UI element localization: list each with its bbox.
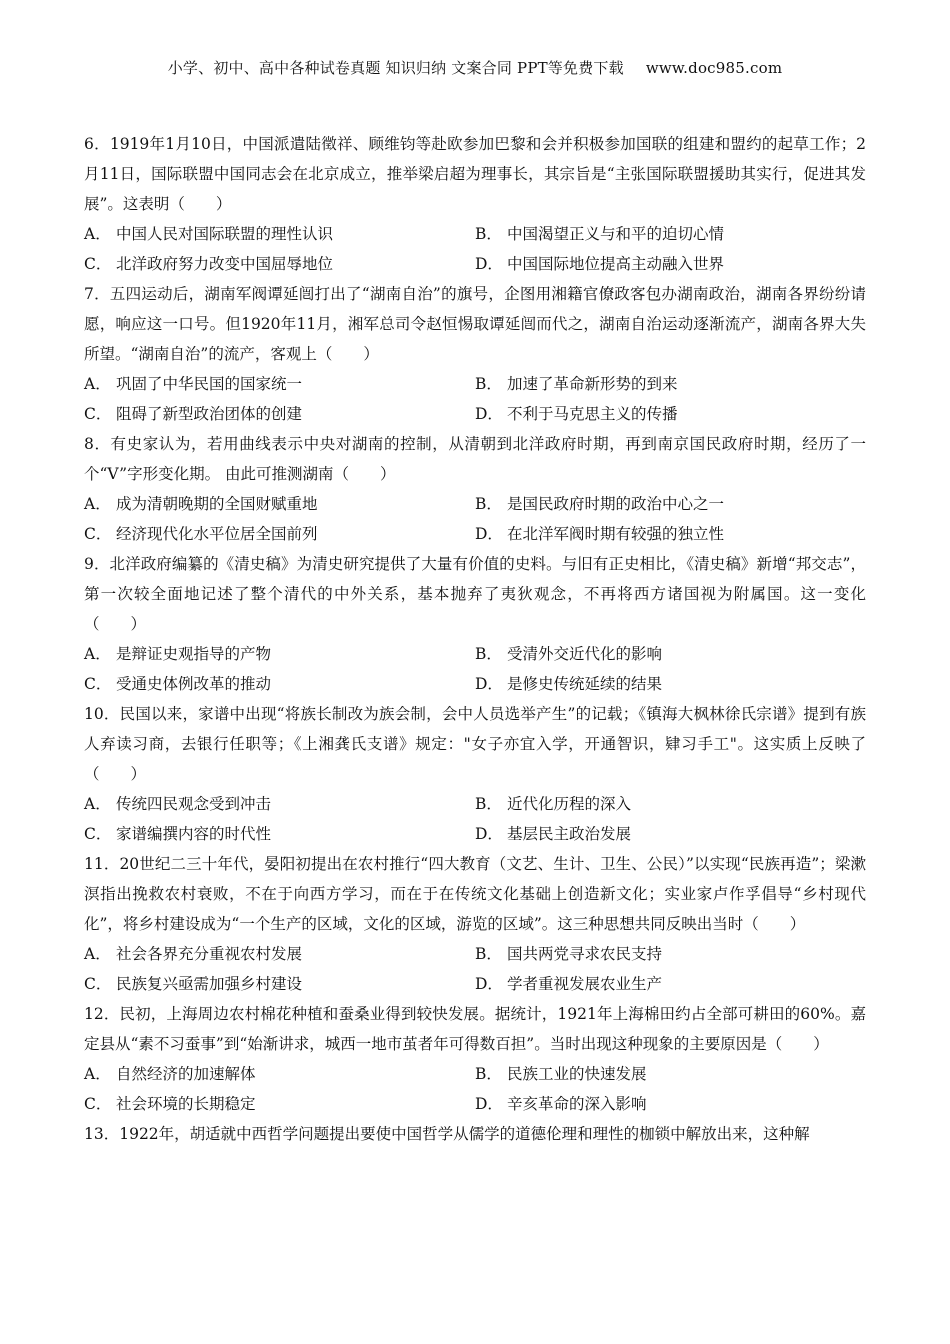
option-text: 社会各界充分重视农村发展 — [116, 945, 303, 963]
answer-option — [84, 1089, 475, 1119]
answer-option — [475, 219, 866, 249]
option-letter: D． — [475, 405, 503, 423]
answer-option — [84, 969, 475, 999]
question-block — [84, 279, 866, 429]
answer-options — [84, 1059, 866, 1119]
question-stem: 12．民初，上海周边农村棉花种植和蚕桑业得到较快发展。据统计，1921年上海棉田约占全部可耕田的60%。嘉定县从“素不习蚕事”到“始渐讲求，城西一地市茧者年可得数百担”。当时出现这种现象的主要原因是（ ） — [84, 1005, 866, 1053]
header-text: 小学、初中、高中各种试卷真题 知识归纳 文案合同 PPT等免费下载 — [167, 59, 624, 77]
option-text: 基层民主政治发展 — [507, 825, 632, 843]
option-text: 家谱编撰内容的时代性 — [116, 825, 272, 843]
option-letter: B． — [475, 795, 502, 813]
answer-option — [475, 369, 866, 399]
option-letter: C． — [84, 975, 112, 993]
question-block — [84, 429, 866, 549]
option-text: 传统四民观念受到冲击 — [116, 795, 272, 813]
option-letter: D． — [475, 675, 503, 693]
question-stem: 11．20世纪二三十年代，晏阳初提出在农村推行“四大教育（文艺、生计、卫生、公民）”以实现“民族再造”；梁漱溟指出挽救农村衰败，不在于向西方学习，而在于在传统文化基础上创造新文化；实业家卢作孚倡导“乡村现代化”，将乡村建设成为“一个生产的区域，文化的区域，游览的区域”。这三种思想共同反映出当时（ ） — [84, 855, 866, 933]
answer-option — [475, 489, 866, 519]
answer-options — [84, 789, 866, 849]
option-letter: C． — [84, 675, 112, 693]
header-url: www.doc985.com — [645, 59, 783, 77]
answer-option — [84, 489, 475, 519]
answer-option — [84, 219, 475, 249]
option-text: 国共两党寻求农民支持 — [507, 945, 663, 963]
option-letter: B． — [475, 375, 502, 393]
option-letter: C． — [84, 525, 112, 543]
page-header — [0, 57, 950, 78]
answer-option — [84, 789, 475, 819]
option-letter: C． — [84, 405, 112, 423]
answer-options — [84, 369, 866, 429]
option-text: 是修史传统延续的结果 — [507, 675, 663, 693]
question-block — [84, 1119, 866, 1149]
answer-option — [84, 939, 475, 969]
question-stem: 9．北洋政府编纂的《清史稿》为清史研究提供了大量有价值的史料。与旧有正史相比，《清史稿》新增“邦交志”，第一次较全面地记述了整个清代的中外关系，基本抛弃了夷狄观念，不再将西方诸国视为附属国。这一变化（ ） — [84, 555, 866, 633]
option-text: 民族工业的快速发展 — [507, 1065, 647, 1083]
option-text: 阻碍了新型政治团体的创建 — [116, 405, 303, 423]
question-block — [84, 549, 866, 699]
option-letter: A． — [84, 375, 111, 393]
option-text: 经济现代化水平位居全国前列 — [116, 525, 318, 543]
question-block — [84, 849, 866, 999]
question-block — [84, 129, 866, 279]
answer-option — [475, 519, 866, 549]
option-text: 是辩证史观指导的产物 — [116, 645, 272, 663]
option-text: 中国国际地位提高主动融入世界 — [507, 255, 725, 273]
answer-options — [84, 489, 866, 549]
option-text: 辛亥革命的深入影响 — [507, 1095, 647, 1113]
answer-options — [84, 219, 866, 279]
answer-options — [84, 639, 866, 699]
question-stem: 6．1919年1月10日，中国派遣陆徵祥、顾维钧等赴欧参加巴黎和会并积极参加国联的组建和盟约的起草工作；2月11日，国际联盟中国同志会在北京成立，推举梁启超为理事长，其宗旨是“主张国际联盟援助其实行，促进其发展”。这表明（ ） — [84, 135, 866, 213]
option-letter: A． — [84, 945, 111, 963]
option-text: 巩固了中华民国的国家统一 — [116, 375, 303, 393]
option-letter: D． — [475, 525, 503, 543]
option-letter: B． — [475, 645, 502, 663]
option-text: 是国民政府时期的政治中心之一 — [507, 495, 725, 513]
answer-option — [84, 249, 475, 279]
answer-option — [475, 639, 866, 669]
option-text: 中国渴望正义与和平的迫切心情 — [507, 225, 725, 243]
answer-option — [475, 789, 866, 819]
answer-option — [84, 639, 475, 669]
answer-option — [475, 399, 866, 429]
option-text: 受清外交近代化的影响 — [507, 645, 663, 663]
answer-option — [475, 1059, 866, 1089]
answer-option — [84, 819, 475, 849]
answer-option — [475, 249, 866, 279]
option-text: 社会环境的长期稳定 — [116, 1095, 256, 1113]
answer-options — [84, 939, 866, 999]
answer-option — [84, 399, 475, 429]
option-letter: C． — [84, 825, 112, 843]
option-letter: B． — [475, 495, 502, 513]
option-letter: A． — [84, 225, 111, 243]
option-letter: B． — [475, 225, 502, 243]
option-letter: D． — [475, 255, 503, 273]
option-letter: D． — [475, 825, 503, 843]
question-stem: 7．五四运动后，湖南军阀谭延闿打出了“湖南自治”的旗号，企图用湘籍官僚政客包办湖南政治，湖南各界纷纷请愿，响应这一口号。但1920年11月，湘军总司令赵恒惕取谭延闿而代之，湖南自治运动逐渐流产，湖南各界大失所望。“湖南自治”的流产，客观上（ ） — [84, 285, 866, 363]
answer-option — [475, 819, 866, 849]
option-text: 学者重视发展农业生产 — [507, 975, 663, 993]
question-stem: 13．1922年，胡适就中西哲学问题提出要使中国哲学从儒学的道德伦理和理性的枷锁中解放出来，这种解 — [84, 1125, 810, 1143]
option-letter: A． — [84, 495, 111, 513]
answer-option — [84, 519, 475, 549]
answer-option — [84, 1059, 475, 1089]
option-text: 受通史体例改革的推动 — [116, 675, 272, 693]
option-text: 不利于马克思主义的传播 — [507, 405, 678, 423]
option-letter: A． — [84, 1065, 111, 1083]
option-letter: B． — [475, 1065, 502, 1083]
option-letter: D． — [475, 975, 503, 993]
question-stem: 10．民国以来，家谱中出现“将族长制改为族会制，会中人员选举产生”的记载；《镇海大枫林徐氏宗谱》提到有族人弃读习商，去银行任职等；《上湘龚氏支谱》规定："女子亦宜入学，开通智识，肄习手工"。这实质上反映了（ ） — [84, 705, 866, 783]
option-text: 自然经济的加速解体 — [116, 1065, 256, 1083]
option-text: 民族复兴亟需加强乡村建设 — [116, 975, 303, 993]
answer-option — [475, 939, 866, 969]
option-letter: C． — [84, 1095, 112, 1113]
answer-option — [475, 1089, 866, 1119]
option-letter: D． — [475, 1095, 503, 1113]
question-block — [84, 699, 866, 849]
option-text: 成为清朝晚期的全国财赋重地 — [116, 495, 318, 513]
option-letter: B． — [475, 945, 502, 963]
option-letter: C． — [84, 255, 112, 273]
answer-option — [475, 669, 866, 699]
option-text: 近代化历程的深入 — [507, 795, 632, 813]
option-text: 北洋政府努力改变中国屈辱地位 — [116, 255, 334, 273]
answer-option — [475, 969, 866, 999]
option-text: 中国人民对国际联盟的理性认识 — [116, 225, 334, 243]
answer-option — [84, 669, 475, 699]
question-block — [84, 999, 866, 1119]
option-text: 在北洋军阀时期有较强的独立性 — [507, 525, 725, 543]
option-text: 加速了革命新形势的到来 — [507, 375, 678, 393]
question-stem: 8．有史家认为，若用曲线表示中央对湖南的控制，从清朝到北洋政府时期，再到南京国民政府时期，经历了一个“V”字形变化期。 由此可推测湖南（ ） — [84, 435, 866, 483]
option-letter: A． — [84, 645, 111, 663]
answer-option — [84, 369, 475, 399]
question-list — [84, 129, 866, 1149]
option-letter: A． — [84, 795, 111, 813]
